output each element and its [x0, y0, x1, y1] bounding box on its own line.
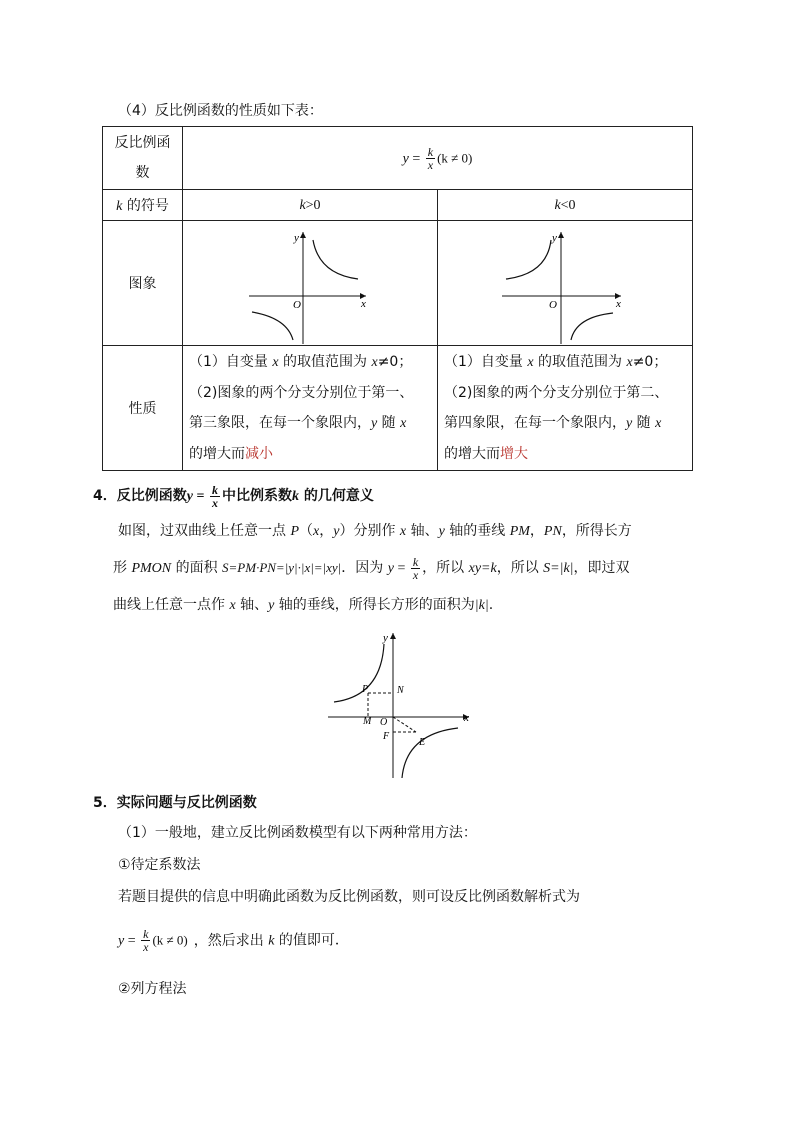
properties-table: [102, 126, 693, 471]
x-axis-label: x: [361, 297, 366, 310]
section-intro-text: （4）反比例函数的性质如下表：: [118, 103, 323, 119]
highlight-decrease: 减小: [245, 446, 273, 462]
text: ≠0；: [632, 354, 668, 370]
text: ，: [529, 523, 544, 539]
text: 轴的垂线: [444, 523, 510, 539]
text: ，所得长方: [561, 523, 632, 539]
text: 轴、: [406, 523, 439, 539]
formula-y: y: [402, 151, 409, 166]
text: ）分别作: [339, 523, 400, 539]
text: ，即过双: [573, 560, 630, 576]
graph-k-positive: [183, 222, 437, 345]
section5-p5: ②列方程法: [118, 981, 187, 997]
hyperbola-branch-q2: [506, 240, 551, 279]
text: 曲线上任意一点作: [113, 597, 230, 613]
text: 中比例系数: [221, 488, 292, 504]
formula-eq: =: [408, 151, 424, 166]
table-row: [103, 127, 693, 190]
num: k: [211, 482, 218, 497]
var: xy=k: [468, 561, 497, 576]
text: 随: [377, 415, 401, 431]
y-axis-arrow: [390, 633, 396, 639]
hyperbola-branch-q2: [334, 644, 384, 702]
sign-label: 的符号: [122, 198, 169, 214]
x-axis-label: x: [464, 712, 469, 724]
text: 随: [632, 415, 656, 431]
text: 的增大而: [444, 446, 500, 462]
var: x: [229, 598, 236, 613]
text: 4．反比例函数: [93, 488, 187, 504]
var: x: [399, 524, 407, 539]
fraction: [210, 484, 220, 509]
text: 第三象限，在每一个象限内，: [189, 415, 371, 431]
text: 轴的垂线，所得长方形的面积为: [274, 597, 475, 613]
graph-label-cell: 图象: [103, 221, 183, 346]
text: =: [393, 561, 409, 576]
pos-prop-line3: [189, 408, 437, 439]
text: 如图，过双曲线上任意一点: [118, 523, 291, 539]
text: （1）自变量: [189, 354, 273, 370]
text: 的值即可．: [274, 932, 349, 949]
var-y: y: [118, 933, 125, 949]
hyperbola-branch-q4: [402, 728, 458, 778]
point-F-label: F: [383, 731, 390, 742]
fraction: [411, 556, 420, 581]
den: x: [412, 567, 419, 582]
header-label-line2: 数: [135, 165, 150, 181]
table-row: [103, 190, 693, 221]
text: 的增大而: [189, 446, 245, 462]
props-label-cell: 性质: [103, 346, 183, 471]
var-k: k: [268, 933, 275, 949]
k-symbol: k: [554, 197, 561, 213]
point-P-label: P: [362, 684, 369, 695]
geometric-meaning-figure: [326, 628, 476, 780]
var: y: [268, 598, 275, 613]
text: 第四象限，在每一个象限内，: [444, 415, 626, 431]
formula-cell: [183, 127, 693, 190]
var: y: [438, 524, 445, 539]
body-line3: [113, 589, 718, 622]
den: x: [143, 940, 149, 954]
pos-prop-line2: （2)图象的两个分支分别位于第一、: [189, 385, 414, 401]
fraction: [141, 928, 150, 953]
var: |k|: [474, 598, 489, 613]
var: PMON: [131, 561, 172, 576]
y-axis-label: y: [552, 231, 557, 244]
var-x: x: [272, 355, 279, 370]
pos-sign: >0: [305, 197, 321, 213]
neg-prop-line3: [444, 408, 692, 439]
formula-num: k: [427, 144, 434, 159]
x-axis-label: x: [616, 297, 621, 310]
text: （: [299, 523, 314, 539]
pos-graph-cell: [183, 221, 438, 346]
graph-k-negative: [438, 222, 692, 345]
dashed-OE: [393, 717, 416, 732]
hyperbola-branch-q3: [252, 312, 293, 340]
table-row: [103, 221, 693, 346]
pos-sign-cell: [183, 190, 438, 221]
section5-formula-line: [118, 928, 349, 953]
table-row: [103, 346, 693, 471]
var-x: x: [527, 355, 534, 370]
origin-label: O: [549, 298, 557, 311]
var: S=PM·PN=|y|·|x|=|xy|: [222, 560, 342, 575]
y-axis-label: y: [383, 632, 388, 644]
text: 的取值范围为: [278, 354, 372, 370]
y-axis-label: y: [294, 231, 299, 244]
var: PN: [543, 524, 562, 539]
sign-label-cell: [103, 190, 183, 221]
text: ≠0；: [377, 354, 413, 370]
text: ，所以: [496, 560, 544, 576]
formula-cond: (k ≠ 0): [437, 150, 473, 165]
neg-props-cell: [438, 346, 693, 471]
var-x: x: [655, 416, 662, 431]
header-label-cell: [103, 127, 183, 190]
section5-title: 5．实际问题与反比例函数: [93, 795, 257, 811]
var-k: k: [291, 489, 299, 504]
var-x: x: [626, 355, 633, 370]
text: ．因为: [341, 560, 388, 576]
pos-prop-line1: [189, 347, 437, 378]
text: 的取值范围为: [533, 354, 627, 370]
var: y: [333, 524, 340, 539]
var-y: y: [626, 416, 633, 431]
formula-fraction: [426, 146, 435, 171]
header-label-line1: 反比例函: [114, 135, 171, 151]
var: S=|k|: [543, 561, 574, 576]
k-symbol: k: [299, 197, 306, 213]
section5-p2: ①待定系数法: [118, 857, 201, 873]
text: 的面积: [171, 560, 223, 576]
pos-props-cell: [183, 346, 438, 471]
var-y: y: [186, 489, 193, 504]
origin-label: O: [293, 298, 301, 311]
y-axis-arrow: [300, 232, 306, 238]
point-M-label: M: [363, 716, 372, 727]
text: ，所以: [422, 560, 469, 576]
den: x: [211, 495, 218, 510]
text: =: [192, 489, 208, 504]
section5-p3: 若题目提供的信息中明确此函数为反比例函数，则可设反比例函数解析式为: [118, 889, 580, 905]
body-line2: [113, 548, 718, 589]
var: x: [313, 524, 320, 539]
text: 形: [113, 560, 132, 576]
neg-sign: <0: [560, 197, 576, 213]
var-y: y: [371, 416, 378, 431]
var: y: [387, 561, 394, 576]
text: ，然后求出: [193, 932, 269, 949]
section4-body: [113, 515, 718, 622]
num: k: [143, 927, 149, 941]
neg-graph-cell: [438, 221, 693, 346]
text: .: [488, 597, 494, 613]
var: P: [290, 524, 300, 539]
neg-prop-line4: [444, 439, 692, 469]
k-symbol: k: [116, 199, 123, 214]
highlight-increase: 增大: [500, 446, 528, 462]
section5-p1: （1）一般地，建立反比例函数模型有以下两种常用方法：: [118, 825, 477, 841]
var: PM: [509, 524, 530, 539]
hyperbola-branch-q4: [571, 313, 613, 340]
text: ，: [319, 523, 334, 539]
origin-label: O: [380, 717, 388, 728]
point-N-label: N: [397, 685, 404, 696]
text: (k ≠ 0): [152, 932, 188, 948]
y-axis-arrow: [558, 232, 564, 238]
neg-sign-cell: [438, 190, 693, 221]
formula-den: x: [427, 157, 434, 172]
text: （1）自变量: [444, 354, 528, 370]
body-line1: [118, 515, 718, 548]
point-E-label: E: [419, 737, 426, 748]
num: k: [412, 554, 419, 569]
text: =: [124, 933, 140, 949]
pos-prop-line4: [189, 439, 437, 469]
text: 的几何意义: [298, 488, 374, 504]
var-x: x: [400, 416, 407, 431]
neg-prop-line2: （2)图象的两个分支分别位于第二、: [444, 385, 669, 401]
neg-prop-line1: [444, 347, 692, 378]
section4-title: [93, 482, 374, 511]
var-x: x: [371, 355, 378, 370]
text: 轴、: [235, 597, 269, 613]
hyperbola-branch-q1: [313, 240, 358, 279]
